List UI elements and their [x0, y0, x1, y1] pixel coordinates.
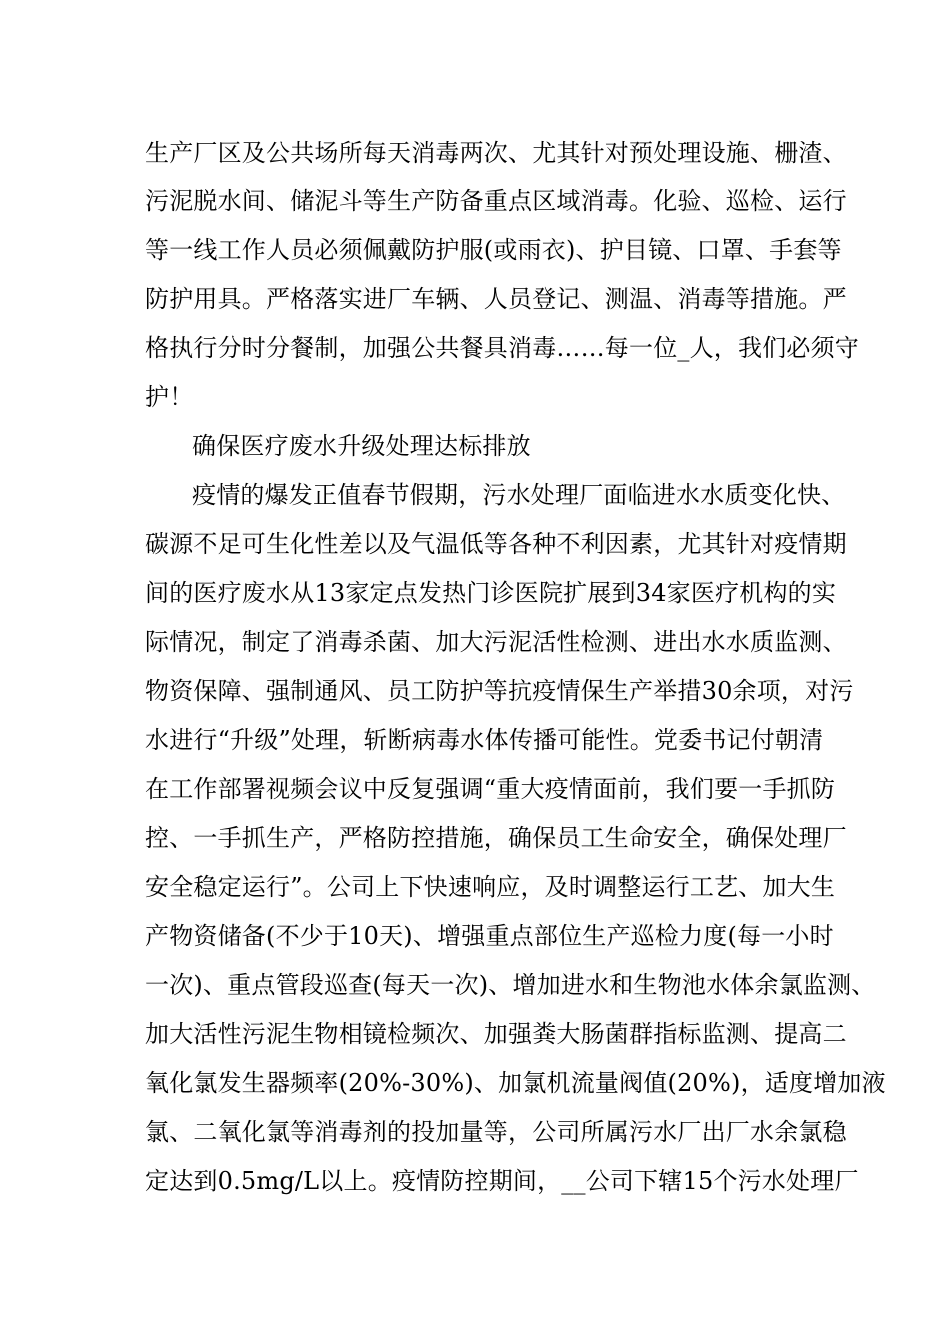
paragraph-line: 控、一手抓生产，严格防控措施，确保员工生命安全，确保处理厂	[145, 824, 847, 852]
paragraph-line: 防护用具。严格落实进厂车辆、人员登记、测温、消毒等措施。严	[145, 285, 847, 313]
section-heading: 确保医疗废水升级处理达标排放	[192, 432, 531, 460]
paragraph-line: 在工作部署视频会议中反复强调“重大疫情面前，我们要一手抓防	[145, 775, 836, 803]
paragraph-line: 氯、二氧化氯等消毒剂的投加量等，公司所属污水厂出厂水余氯稳	[145, 1118, 847, 1146]
paragraph-line: 际情况，制定了消毒杀菌、加大污泥活性检测、进出水水质监测、	[145, 628, 847, 656]
paragraph-line: 加大活性污泥生物相镜检频次、加强粪大肠菌群指标监测、提高二	[145, 1020, 847, 1048]
paragraph-line: 疫情的爆发正值春节假期，污水处理厂面临进水水质变化快、	[192, 481, 846, 509]
paragraph-line: 污泥脱水间、储泥斗等生产防备重点区域消毒。化验、巡检、运行	[145, 187, 847, 215]
paragraph-line: 产物资储备(不少于10天)、增强重点部位生产巡检力度(每一小时	[145, 922, 834, 950]
paragraph-line: 物资保障、强制通风、员工防护等抗疫情保生产举措30余项，对污	[145, 677, 854, 705]
paragraph-line: 安全稳定运行”。公司上下快速响应，及时调整运行工艺、加大生	[145, 873, 836, 901]
paragraph-line: 等一线工作人员必须佩戴防护服(或雨衣)、护目镜、口罩、手套等	[145, 236, 842, 264]
paragraph-line: 间的医疗废水从13家定点发热门诊医院扩展到34家医疗机构的实	[145, 579, 837, 607]
paragraph-line: 水进行“升级”处理，斩断病毒水体传播可能性。党委书记付朝清	[145, 726, 824, 754]
paragraph-line: 护！	[145, 383, 194, 411]
paragraph-line: 一次)、重点管段巡查(每天一次)、增加进水和生物池水体余氯监测、	[145, 971, 876, 999]
paragraph-line: 生产厂区及公共场所每天消毒两次、尤其针对预处理设施、栅渣、	[145, 139, 847, 167]
paragraph-line: 定达到0.5mg/L以上。疫情防控期间，__公司下辖15个污水处理厂	[145, 1167, 859, 1195]
paragraph-line: 格执行分时分餐制，加强公共餐具消毒……每一位_人，我们必须守	[145, 334, 859, 362]
paragraph-line: 氧化氯发生器频率(20%-30%)、加氯机流量阀值(20%)，适度增加液	[145, 1069, 886, 1097]
paragraph-line: 碳源不足可生化性差以及气温低等各种不利因素，尤其针对疫情期	[145, 530, 847, 558]
